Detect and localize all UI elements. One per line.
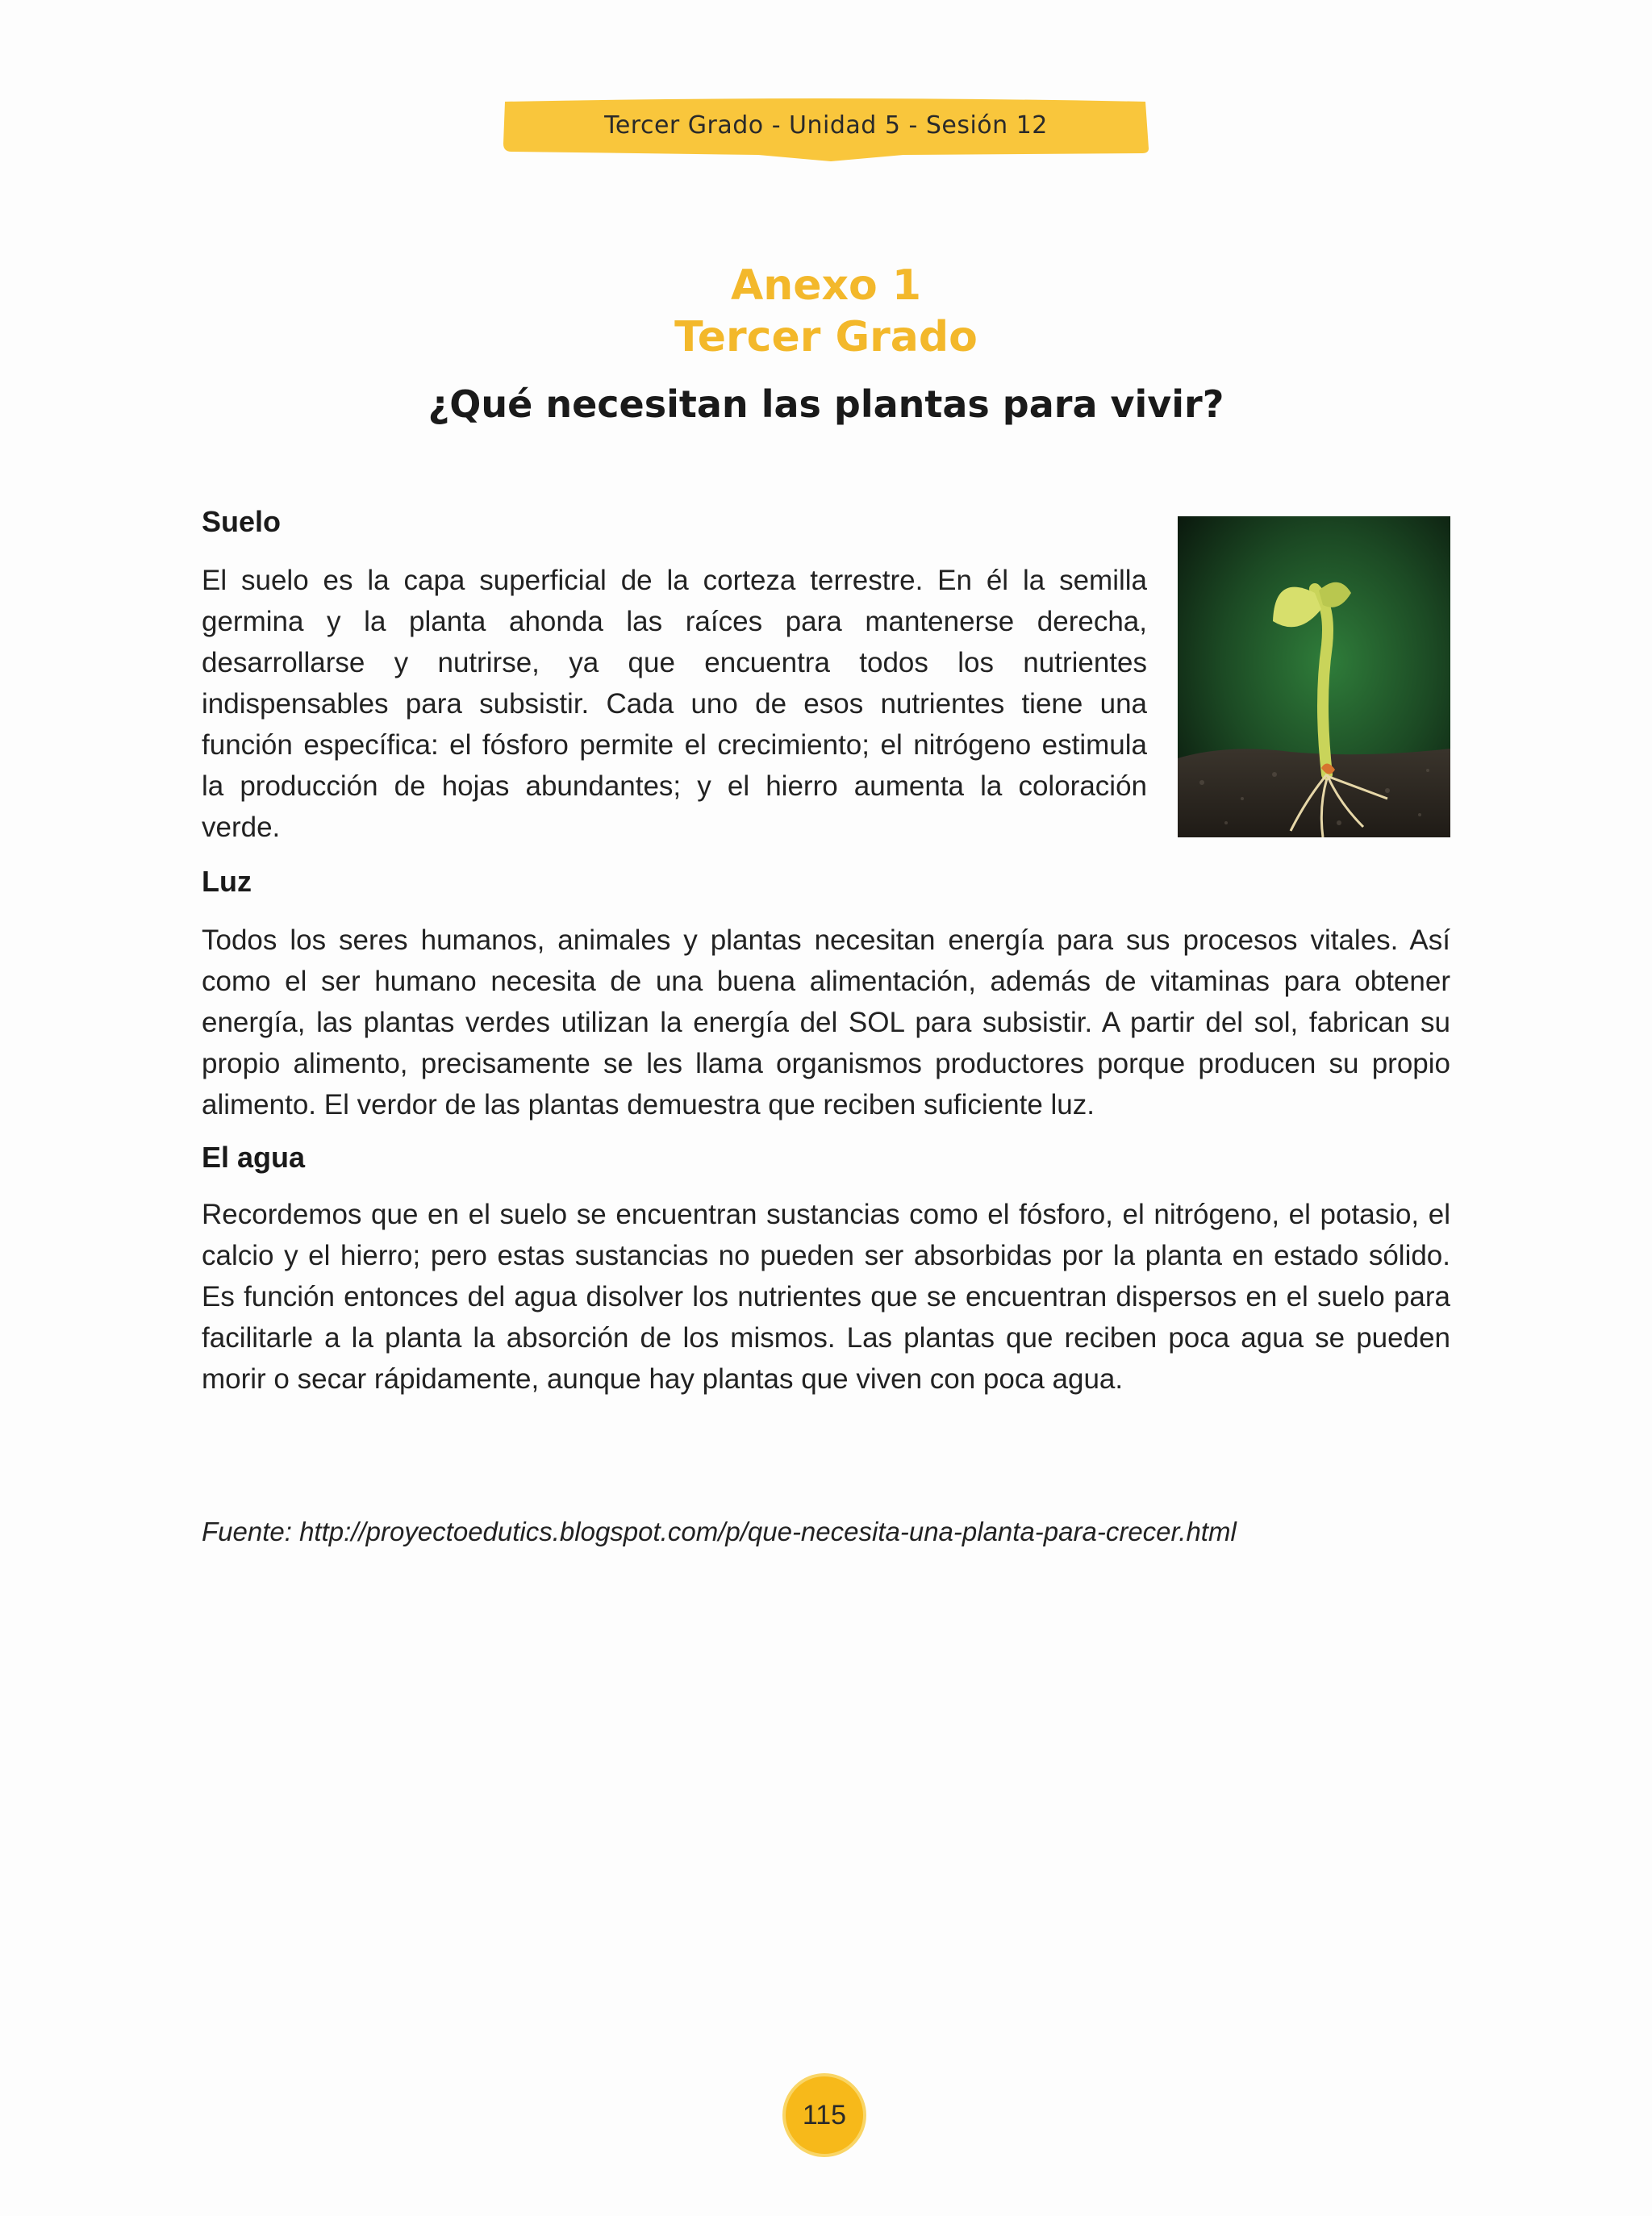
header-tab	[500, 97, 1152, 163]
section-heading-suelo: Suelo	[202, 505, 282, 538]
paragraph-suelo: El suelo es la capa superficial de la corteza terrestre. En él la semilla germina y la planta ahonda las raíces para mantenerse derecha, desarrollarse y nutrirse, ya que encuentra todos los nutrientes indispensables para subsistir. Cada uno de esos nutrientes tiene una función específica: el fósforo permite el crecimiento; el nitrógeno estimula la producción de hojas abundantes; y el hierro aumenta la coloración verde.	[202, 565, 1147, 843]
section-heading-agua: El agua	[202, 1141, 306, 1174]
page-question: ¿Qué necesitan las plantas para vivir?	[428, 382, 1224, 426]
paragraph-luz: Todos los seres humanos, animales y plantas necesitan energía para sus procesos vitales. Así como el ser humano necesita de una buena alimentación, además de vitaminas para obtener energía, las plantas verdes utilizan la energía del SOL para subsistir. A partir del sol, fabrican su propio alimento, precisamente se les llama organismos productores porque producen su propio alimento. El verdor de las plantas demuestra que reciben suficiente luz.	[202, 924, 1450, 1121]
grade-title: Tercer Grado	[674, 313, 978, 361]
page-number: 115	[782, 2073, 866, 2157]
source-citation: Fuente: http://proyectoedutics.blogspot.com/p/que-necesita-una-planta-para-crecer.html	[202, 1517, 1237, 1546]
header-label: Tercer Grado - Unidad 5 - Sesión 12	[604, 111, 1048, 140]
seedling-photo	[1178, 516, 1450, 837]
section-heading-luz: Luz	[202, 865, 252, 898]
annex-title: Anexo 1	[730, 261, 922, 310]
seedling-image	[1178, 516, 1450, 837]
paragraph-agua: Recordemos que en el suelo se encuentran sustancias como el fósforo, el nitrógeno, el potasio, el calcio y el hierro; pero estas sustancias no pueden ser absorbidas por la planta en estado sólido. Es función entonces del agua disolver los nutrientes que se encuentran dispersos en el suelo para facilitarle a la planta la absorción de los mismos. Las plantas que reciben poca agua se pueden morir o secar rápidamente, aunque hay plantas que viven con poca agua.	[202, 1199, 1450, 1395]
